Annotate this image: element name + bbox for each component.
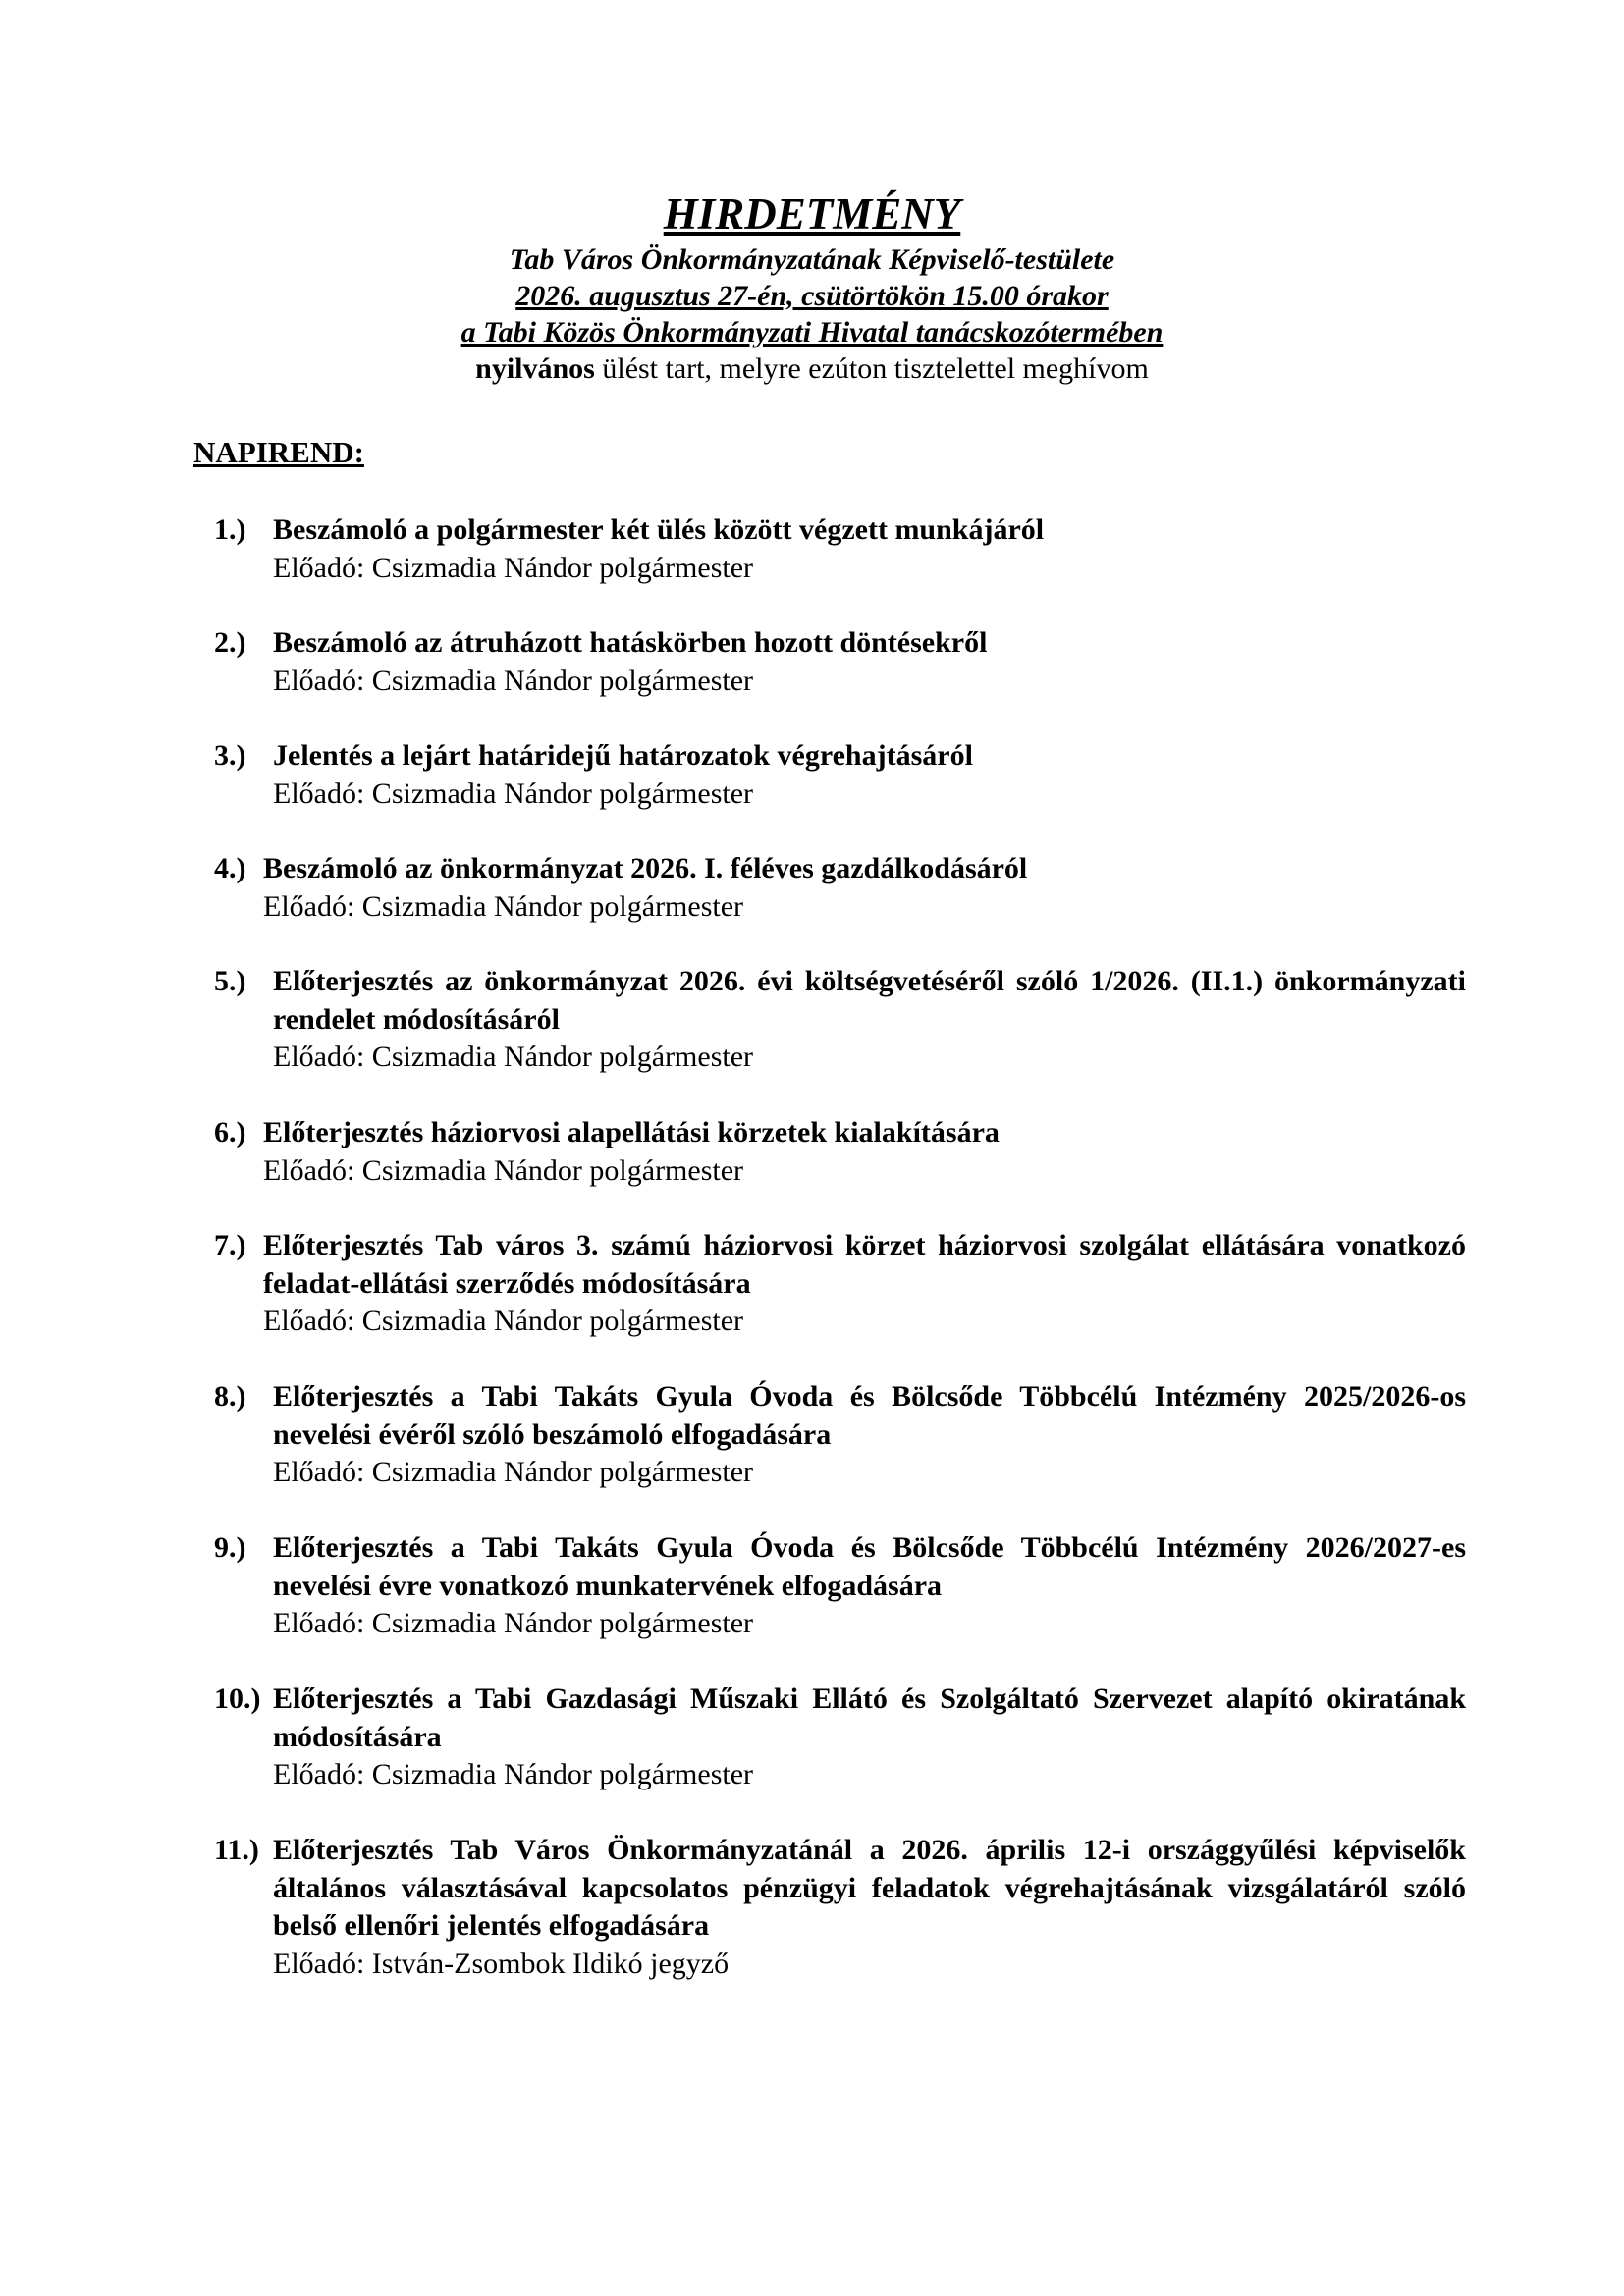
agenda-item-number: 3.) xyxy=(214,739,246,772)
agenda-item-number: 5.) xyxy=(214,965,246,997)
agenda-item-number: 11.) xyxy=(214,1834,259,1866)
agenda-item-presenter: Előadó: Csizmadia Nándor polgármester xyxy=(273,1456,754,1488)
agenda-item-presenter: Előadó: Csizmadia Nándor polgármester xyxy=(273,1758,754,1790)
agenda-item-number: 1.) xyxy=(214,513,246,546)
agenda-item-number: 7.) xyxy=(214,1229,246,1261)
agenda-item-title: Beszámoló az átruházott hatáskörben hozott döntésekről xyxy=(273,626,988,659)
header-venue-line: a Tabi Közös Önkormányzati Hivatal tanácskozótermében xyxy=(460,316,1164,348)
agenda-item-presenter: Előadó: Csizmadia Nándor polgármester xyxy=(273,664,754,697)
agenda-item-presenter: Előadó: Csizmadia Nándor polgármester xyxy=(273,1607,754,1639)
agenda-item-title: Előterjesztés az önkormányzat 2026. évi költségvetéséről szóló 1/2026. (II.1.) önkormányzati rendelet módosításáról xyxy=(273,965,1466,1036)
agenda-item-number: 2.) xyxy=(214,626,246,659)
agenda-item-title: Beszámoló az önkormányzat 2026. I. féléves gazdálkodásáról xyxy=(263,852,1028,884)
agenda-item-presenter: Előadó: Csizmadia Nándor polgármester xyxy=(263,889,744,923)
agenda-item-presenter: Előadó: Csizmadia Nándor polgármester xyxy=(263,1305,744,1337)
agenda-item-presenter: Előadó: István-Zsombok Ildikó jegyző xyxy=(273,1947,730,1980)
header-date-line: 2026. augusztus 27-én, csütörtökön 15.00 órakor xyxy=(515,280,1109,312)
agenda-item-number: 6.) xyxy=(214,1116,246,1148)
agenda-item-presenter: Előadó: Csizmadia Nándor polgármester xyxy=(263,1153,744,1187)
header-council-line: Tab Város Önkormányzatának Képviselő-testülete xyxy=(509,243,1115,276)
agenda-item-number: 10.) xyxy=(214,1682,261,1715)
agenda-item-number: 8.) xyxy=(214,1380,246,1413)
agenda-heading: NAPIREND: xyxy=(193,435,364,469)
agenda-item-title: Előterjesztés a Tabi Takáts Gyula Óvoda és Bölcsőde Többcélú Intézmény 2025/2026-os nevelési évéről szóló beszámoló elfogadására xyxy=(273,1380,1466,1451)
agenda-item-title: Jelentés a lejárt határidejű határozatok végrehajtásáról xyxy=(273,739,973,772)
agenda-item-title: Előterjesztés háziorvosi alapellátási körzetek kialakítására xyxy=(263,1116,1000,1148)
agenda-item-number: 9.) xyxy=(214,1531,246,1564)
agenda-item-title: Előterjesztés a Tabi Takáts Gyula Óvoda és Bölcsőde Többcélú Intézmény 2026/2027-es nevelési évre vonatkozó munkatervének elfogadására xyxy=(273,1531,1466,1602)
agenda-item-title: Előterjesztés a Tabi Gazdasági Műszaki Ellátó és Szolgáltató Szervezet alapító okiratának módosítására xyxy=(273,1682,1466,1753)
page-title: HIRDETMÉNY xyxy=(663,189,961,239)
agenda-item-title: Beszámoló a polgármester két ülés között végzett munkájáról xyxy=(273,513,1045,546)
agenda-item-presenter: Előadó: Csizmadia Nándor polgármester xyxy=(273,1041,754,1073)
agenda-item-presenter: Előadó: Csizmadia Nándor polgármester xyxy=(273,776,754,810)
agenda-item-number: 4.) xyxy=(214,852,246,884)
agenda-item-presenter: Előadó: Csizmadia Nándor polgármester xyxy=(273,551,754,584)
agenda-item-title: Előterjesztés Tab Város Önkormányzatánál a 2026. április 12-i országgyűlési képviselők általános választásával kapcsolatos pénzügyi feladatok végrehajtásának vizsgálatáról szóló belső ellenőri jelentés elfogadására xyxy=(273,1834,1466,1942)
header-public-word: nyilvános xyxy=(475,352,595,385)
agenda-item-title: Előterjesztés Tab város 3. számú háziorvosi körzet háziorvosi szolgálat ellátására vonatkozó feladat-ellátási szerződés módosítására xyxy=(263,1229,1466,1300)
header-invitation-text: ülést tart, melyre ezúton tisztelettel meghívom xyxy=(594,352,1149,385)
